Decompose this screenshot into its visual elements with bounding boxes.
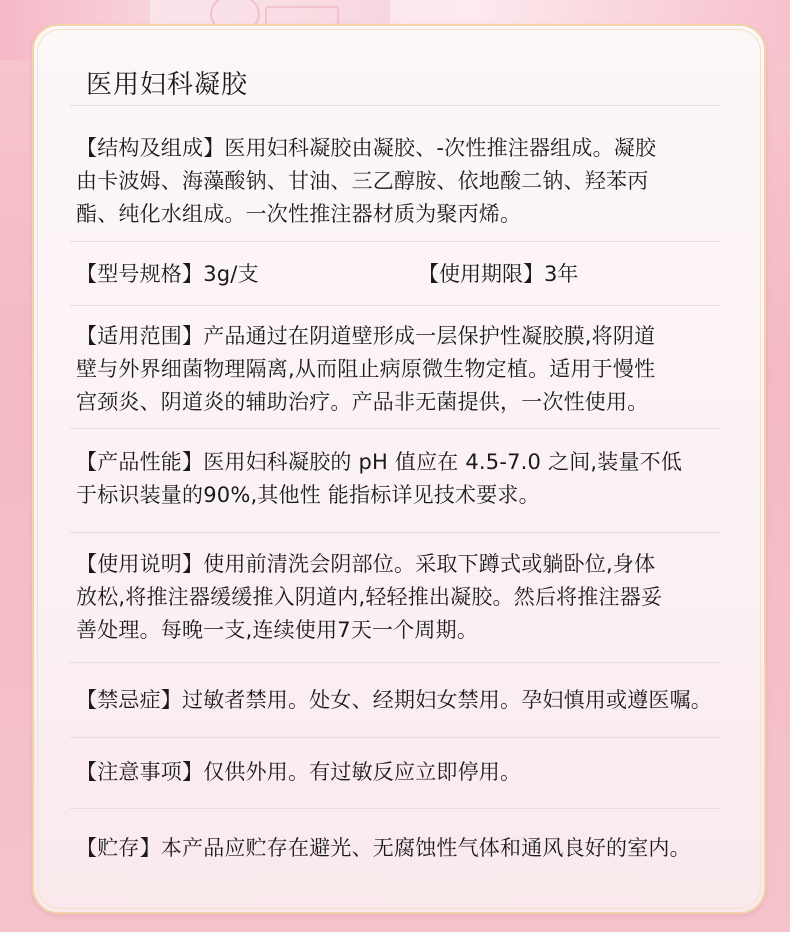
section-period: 【使用期限】3年 (418, 262, 579, 286)
package-mark (265, 6, 339, 26)
divider (70, 241, 720, 242)
section-usage: 【使用说明】使用前清洗会阴部位。采取下蹲式或躺卧位,身体 放松,将推注器缓缓推入阴道内,轻轻推出凝胶。然后将推注器妥 善处理。每晚一支,连续使用7天一个周期。 (76, 552, 663, 642)
divider (70, 105, 720, 106)
section-scope: 【适用范围】产品通过在阴道壁形成一层保护性凝胶膜,将阴道 壁与外界细菌物理隔离,从而阻止病原微生物定植。适用于慢性 宫颈炎、阴道炎的辅助治疗。产品非无菌提供，一次性使用。 (76, 324, 656, 414)
divider (70, 428, 720, 429)
divider (70, 808, 720, 809)
section-model: 【型号规格】3g/支 (76, 262, 259, 286)
section-notes: 【注意事项】仅供外用。有过敏反应立即停用。 (76, 760, 522, 784)
section-performance: 【产品性能】医用妇科凝胶的 pH 值应在 4.5-7.0 之间,装量不低 于标识装量的90%,其他性 能指标详见技术要求。 (76, 450, 683, 507)
divider (70, 532, 720, 533)
divider (70, 662, 720, 663)
section-contraindications: 【禁忌症】过敏者禁用。处女、经期妇女禁用。孕妇慎用或遵医嘱。 (76, 688, 712, 712)
divider (70, 305, 720, 306)
divider (70, 737, 720, 738)
section-storage: 【贮存】本产品应贮存在避光、无腐蚀性气体和通风良好的室内。 (76, 836, 691, 860)
section-structure: 【结构及组成】医用妇科凝胶由凝胶、-次性推注器组成。凝胶 由卡波姆、海藻酸钠、甘油、三乙醇胺、依地酸二钠、羟苯丙 酯、纯化水组成。一次性推注器材质为聚丙烯。 (76, 136, 657, 226)
page-title: 医用妇科凝胶 (86, 70, 249, 100)
